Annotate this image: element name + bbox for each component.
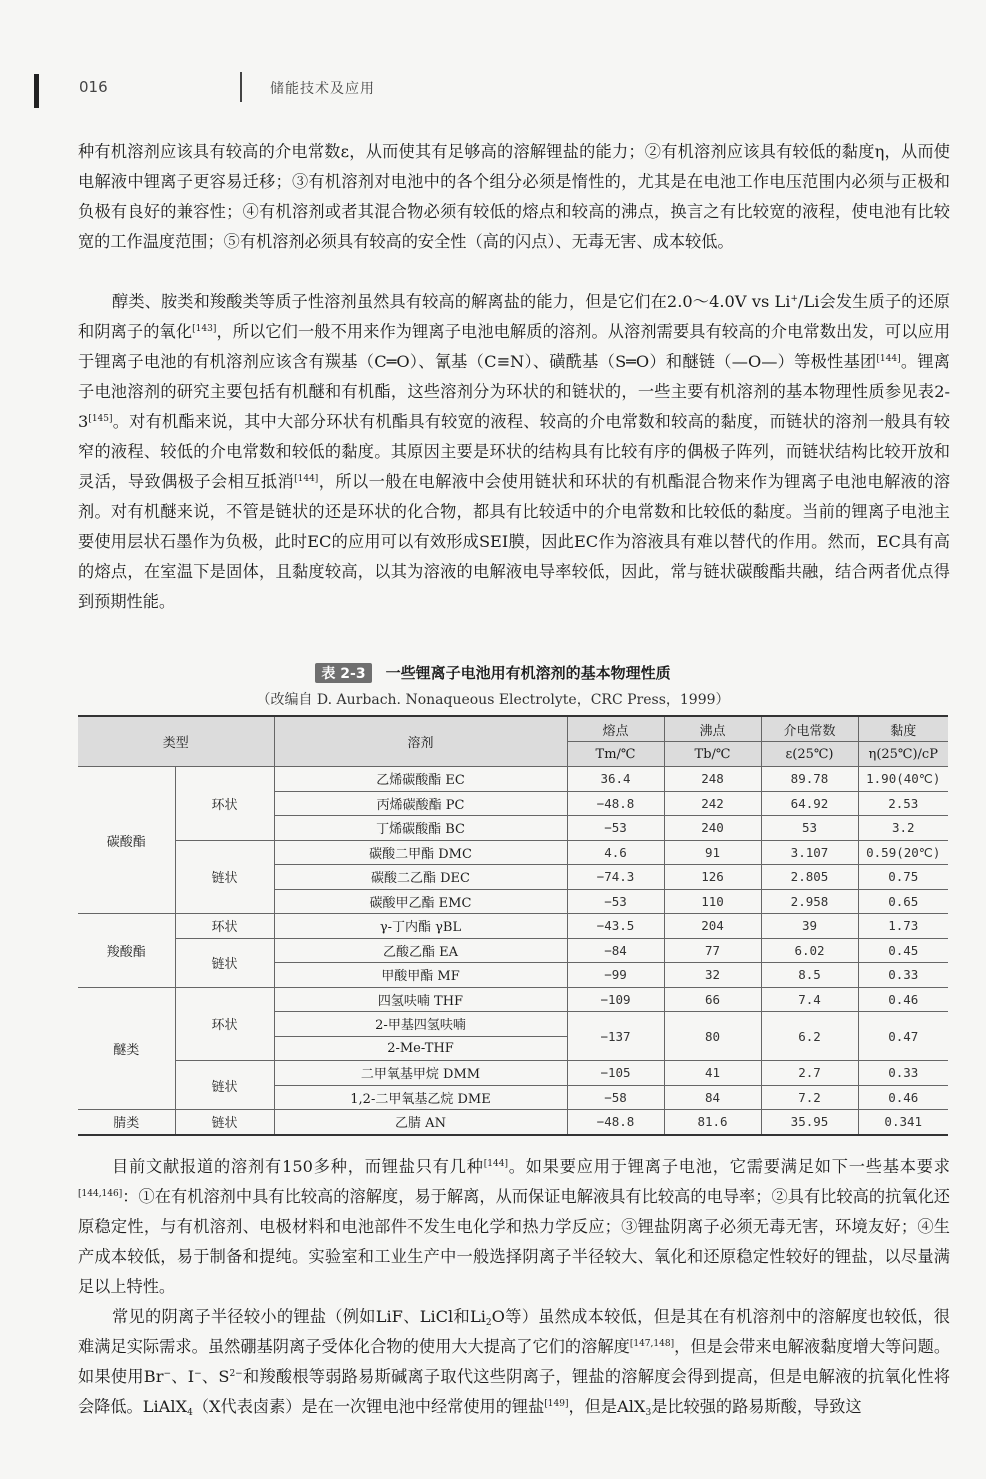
subgroup-chain: 链状 [175, 938, 274, 987]
cell-visc: 0.47 [858, 1012, 948, 1061]
paragraph-2 [78, 287, 950, 617]
citation-ref: [147,148] [629, 1339, 675, 1349]
subgroup-chain: 链状 [175, 840, 274, 914]
page-header [0, 62, 986, 110]
cell-visc: 0.65 [858, 889, 948, 914]
cell-solvent: 四氢呋喃 THF [274, 987, 567, 1012]
paragraph-1-text: 种有机溶剂应该具有较高的介电常数ε，从而使其有足够高的溶解锂盐的能力；②有机溶剂应该具有较低的黏度η，从而使电解液中锂离子更容易迁移；③有机溶剂对电池中的各个组分必须是惰性的，尤其是在电池工作电压范围内必须与正极和负极有良好的兼容性；④有机溶剂或者其混合物必须有较低的熔点和较高的沸点，换言之有比较宽的液程，使电池有比较宽的工作温度范围；⑤有机溶剂必须具有较高的安全性（高的闪点）、无毒无害、成本较低。 [78, 142, 950, 251]
cell-solvent: 丁烯碳酸酯 BC [274, 816, 567, 841]
table-row [78, 840, 948, 865]
header-mp: 熔点 [567, 716, 664, 742]
cell-mp: −74.3 [567, 865, 664, 890]
cell-bp: 204 [664, 914, 761, 939]
cell-bp: 41 [664, 1061, 761, 1086]
p2-seg: ，所以它们一般不用来作为锂离子电池电解质的溶剂。从溶剂需要具有较高的介电常数出发，可以应用于锂离子电池的有机溶剂应该含有羰基（C═O）、氰基（C≡N）、磺酰基（S═O）和醚链（—O—）等极性基团 [78, 322, 951, 371]
cell-mp: −137 [567, 1012, 664, 1061]
p2-seg: /Li会发生质子的还原和阴离子的氧化 [78, 292, 950, 341]
cell-mp: 36.4 [567, 767, 664, 792]
p4-seg: 是比较强的路易斯酸，导致这 [651, 1397, 862, 1416]
cell-mp: 4.6 [567, 840, 664, 865]
cell-bp: 80 [664, 1012, 761, 1061]
cell-visc: 1.90(40℃) [858, 767, 948, 792]
cell-visc: 3.2 [858, 816, 948, 841]
book-title: 储能技术及应用 [270, 81, 375, 97]
cell-solvent: 1,2-二甲氧基乙烷 DME [274, 1085, 567, 1110]
cell-visc: 0.33 [858, 963, 948, 988]
cell-mp: −99 [567, 963, 664, 988]
p4-seg: （X代表卤素）是在一次锂电池中经常使用的锂盐 [192, 1397, 545, 1416]
cell-eps: 35.95 [761, 1110, 858, 1135]
p3-seg: 目前文献报道的溶剂有150多种，而锂盐只有几种 [112, 1157, 484, 1176]
group-ether: 醚类 [78, 987, 175, 1110]
cell-eps: 3.107 [761, 840, 858, 865]
cell-mp: −43.5 [567, 914, 664, 939]
cell-bp: 77 [664, 938, 761, 963]
paragraph-3 [78, 1152, 950, 1302]
p3-seg: ：①在有机溶剂中具有比较高的溶解度，易于解离，从而保证电解液具有比较高的电导率；②具有比较高的抗氧化还原稳定性，与有机溶剂、电极材料和电池部件不发生电化学和热力学反应；③锂盐阴离子必须无毒无害，环境友好；④生产成本较低，易于制备和提纯。实验室和工业生产中一般选择阴离子半径较大、氧化和还原稳定性较好的锂盐，以尽量满足以上特性。 [78, 1187, 950, 1296]
cell-solvent: 乙烯碳酸酯 EC [274, 767, 567, 792]
solvent-properties-table [78, 715, 948, 1136]
p4-sub: 2 [485, 1318, 492, 1328]
cell-solvent: 碳酸二甲酯 DMC [274, 840, 567, 865]
cell-eps: 2.7 [761, 1061, 858, 1086]
group-nitrile: 腈类 [78, 1110, 175, 1135]
table-label: 表 2-3 [315, 663, 371, 683]
p4-sub: 3 [645, 1408, 652, 1418]
cell-eps: 2.958 [761, 889, 858, 914]
cell-solvent: 甲酸甲酯 MF [274, 963, 567, 988]
cell-eps: 7.4 [761, 987, 858, 1012]
table-caption [0, 662, 986, 683]
cell-eps: 64.92 [761, 791, 858, 816]
table-row [78, 914, 948, 939]
header-bp-unit: Tb/℃ [664, 742, 761, 767]
header-eps: 介电常数 [761, 716, 858, 742]
citation-ref: [143] [192, 324, 217, 334]
p4-seg: 、S [201, 1367, 230, 1386]
cell-solvent: 丙烯碳酸酯 PC [274, 791, 567, 816]
cell-visc: 0.46 [858, 1085, 948, 1110]
subgroup-chain: 链状 [175, 1110, 274, 1135]
table-source: （改编自 D. Aurbach. Nonaqueous Electrolyte，CRC Press，1999） [256, 692, 730, 708]
table-row [78, 987, 948, 1012]
cell-mp: −84 [567, 938, 664, 963]
cell-eps: 8.5 [761, 963, 858, 988]
citation-ref: [149] [544, 1399, 569, 1409]
cell-eps: 89.78 [761, 767, 858, 792]
table-row [78, 767, 948, 792]
cell-eps: 6.02 [761, 938, 858, 963]
cell-visc: 0.45 [858, 938, 948, 963]
cell-eps: 39 [761, 914, 858, 939]
cell-bp: 248 [664, 767, 761, 792]
p2-seg: 。锂离子电池溶剂的研究主要包括有机醚和有机酯，这些溶剂分为环状的和链状的，一些主要有机溶剂的基本物理性质参见表2-3 [78, 352, 950, 431]
table-row [78, 1110, 948, 1135]
header-visc: 黏度 [858, 716, 948, 742]
cell-bp: 242 [664, 791, 761, 816]
subgroup-cyclic: 环状 [175, 987, 274, 1061]
p4-seg: ，但是AlX [568, 1397, 646, 1416]
citation-ref: [145] [88, 414, 113, 424]
citation-ref: [144] [294, 474, 319, 484]
cell-visc: 0.341 [858, 1110, 948, 1135]
cell-eps: 6.2 [761, 1012, 858, 1061]
citation-ref: [144,146] [78, 1189, 123, 1199]
cell-eps: 2.805 [761, 865, 858, 890]
header-bar-left [34, 74, 39, 108]
p4-seg: 常见的阴离子半径较小的锂盐（例如LiF、LiCl和Li [112, 1307, 486, 1326]
p2-seg: ，所以一般在电解液中会使用链状和环状的有机酯混合物来作为锂离子电池电解液的溶剂。对有机醚来说，不管是链状的还是环状的化合物，都具有比较适中的介电常数和比较低的黏度。当前的锂离子电池主要使用层状石墨作为负极，此时EC的应用可以有效形成SEI膜，因此EC作为溶液具有难以替代的作用。然而，EC具有高的熔点，在室温下是固体，且黏度较高，以其为溶液的电解液电导率较低，因此，常与链状碳酸酯共融，结合两者优点得到预期性能。 [78, 472, 951, 611]
paragraph-4 [78, 1302, 950, 1422]
citation-ref: [144] [876, 354, 901, 364]
p2-seg: 。对有机酯来说，其中大部分环状有机酯具有较宽的液程、较高的介电常数和较高的黏度，而链状的溶剂一般具有较窄的液程、较低的介电常数和较低的黏度。其原因主要是环状的结构具有比较有序的偶极子阵列，而链状结构比较开放和灵活，导致偶极子会相互抵消 [78, 412, 950, 491]
table-header-row [78, 716, 948, 742]
p2-sup: + [790, 294, 799, 304]
page-number: 016 [79, 78, 108, 96]
cell-mp: −48.8 [567, 791, 664, 816]
cell-bp: 66 [664, 987, 761, 1012]
cell-visc: 1.73 [858, 914, 948, 939]
cell-mp: −109 [567, 987, 664, 1012]
header-solvent: 溶剂 [274, 716, 567, 767]
header-type: 类型 [78, 716, 274, 767]
cell-solvent: 二甲氧基甲烷 DMM [274, 1061, 567, 1086]
header-visc-unit: η(25℃)/cP [858, 742, 948, 767]
cell-solvent: 2-甲基四氢呋喃 [274, 1012, 567, 1037]
p4-sup: − [163, 1369, 171, 1379]
cell-bp: 240 [664, 816, 761, 841]
cell-mp: −53 [567, 816, 664, 841]
cell-mp: −58 [567, 1085, 664, 1110]
cell-eps: 53 [761, 816, 858, 841]
p4-seg: O等）虽然成本较低，但是其在有机溶剂中的溶解度也较低，很难满足实际需求。虽然硼基阴离子受体化合物的使用大大提高了它们的溶解度 [78, 1307, 950, 1356]
citation-ref: [144] [483, 1159, 508, 1169]
p3-seg: 。如果要应用于锂离子电池，它需要满足如下一些基本要求 [507, 1157, 950, 1176]
cell-solvent-line2: 2-Me-THF [274, 1036, 567, 1061]
cell-visc: 2.53 [858, 791, 948, 816]
cell-bp: 110 [664, 889, 761, 914]
p4-sub: 4 [187, 1408, 193, 1418]
subgroup-chain: 链状 [175, 1061, 274, 1110]
cell-bp: 32 [664, 963, 761, 988]
cell-bp: 81.6 [664, 1110, 761, 1135]
cell-eps: 7.2 [761, 1085, 858, 1110]
table-row [78, 1061, 948, 1086]
p4-seg: 和羧酸根等弱路易斯碱离子取代这些阴离子，锂盐的溶解度会得到提高，但是电解液的抗氧化性将会降低。LiAlX [78, 1367, 951, 1416]
header-mp-unit: Tm/℃ [567, 742, 664, 767]
group-carbonate: 碳酸酯 [78, 767, 175, 914]
subgroup-cyclic: 环状 [175, 914, 274, 939]
cell-mp: −105 [567, 1061, 664, 1086]
cell-visc: 0.46 [858, 987, 948, 1012]
cell-bp: 126 [664, 865, 761, 890]
header-eps-unit: ε(25℃) [761, 742, 858, 767]
cell-solvent: 乙酸乙酯 EA [274, 938, 567, 963]
cell-visc: 0.75 [858, 865, 948, 890]
cell-visc: 0.59(20℃) [858, 840, 948, 865]
p4-sup: 2− [229, 1369, 243, 1379]
cell-bp: 91 [664, 840, 761, 865]
cell-solvent: 碳酸甲乙酯 EMC [274, 889, 567, 914]
subgroup-cyclic: 环状 [175, 767, 274, 841]
cell-solvent: 乙腈 AN [274, 1110, 567, 1135]
cell-visc: 0.33 [858, 1061, 948, 1086]
cell-solvent: 碳酸二乙酯 DEC [274, 865, 567, 890]
cell-mp: −53 [567, 889, 664, 914]
cell-mp: −48.8 [567, 1110, 664, 1135]
table-row [78, 938, 948, 963]
cell-bp: 84 [664, 1085, 761, 1110]
p2-seg: 醇类、胺类和羧酸类等质子性溶剂虽然具有较高的解离盐的能力，但是它们在2.0～4.0V vs Li [112, 292, 791, 311]
paragraph-1 [78, 137, 950, 257]
cell-solvent: γ-丁内酯 γBL [274, 914, 567, 939]
table-title: 一些锂离子电池用有机溶剂的基本物理性质 [385, 664, 671, 682]
header-divider [240, 72, 242, 102]
header-bp: 沸点 [664, 716, 761, 742]
p4-seg: ，但是会带来电解液黏度增大等问题。如果使用Br [78, 1337, 951, 1386]
group-carboxylate: 羧酸酯 [78, 914, 175, 988]
p4-seg: 、I [170, 1367, 195, 1386]
p4-sup: − [194, 1369, 202, 1379]
